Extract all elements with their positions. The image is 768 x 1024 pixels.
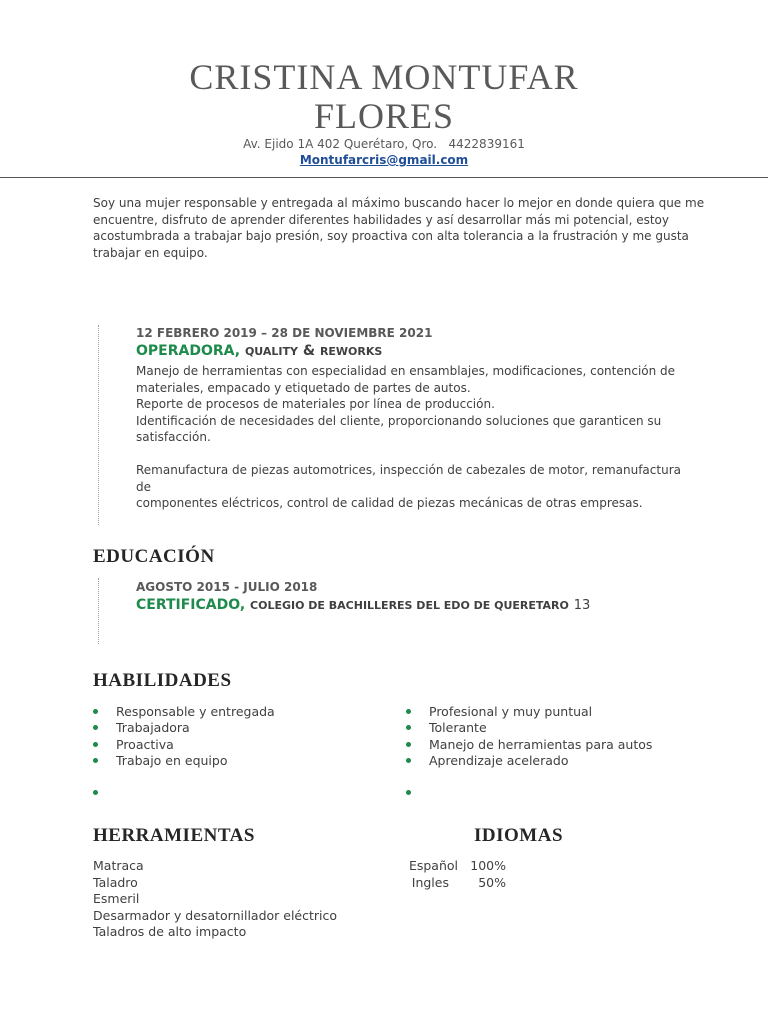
education-degree-title: CERTIFICADO,	[136, 597, 246, 613]
experience-line: Identificación de necesidades del cliente, proporcionando soluciones que garanticen su	[136, 413, 662, 428]
tools-heading: HERRAMIENTAS	[93, 825, 255, 846]
skill-item	[406, 737, 706, 753]
skill-label: Trabajadora	[116, 720, 190, 736]
bullet-icon	[406, 725, 411, 730]
header-divider	[0, 177, 768, 178]
language-level: 100%	[470, 858, 506, 873]
education-date: AGOSTO 2015 - JULIO 2018	[136, 580, 318, 594]
language-row	[405, 875, 515, 892]
education-degree	[136, 597, 590, 613]
skills-heading: HABILIDADES	[93, 670, 232, 691]
experience-role-title: OPERADORA,	[136, 343, 241, 359]
experience-line: materiales, empacado y etiquetado de partes de autos.	[136, 380, 471, 395]
bullet-icon	[406, 758, 411, 763]
language-row	[405, 858, 515, 875]
bullet-icon	[93, 725, 98, 730]
email-link[interactable]: Montufarcris@gmail.com	[299, 153, 469, 167]
experience-line: Reporte de procesos de materiales por línea de producción.	[136, 397, 495, 411]
skill-item	[93, 704, 373, 720]
skill-label: Responsable y entregada	[116, 704, 275, 719]
summary-line: trabajar en equipo.	[93, 245, 208, 260]
skill-item-empty	[406, 785, 706, 801]
experience-date: 12 FEBRERO 2019 – 28 DE NOVIEMBRE 2021	[136, 326, 433, 340]
skills-list-left	[93, 704, 373, 801]
tools-list	[93, 858, 393, 941]
experience-role	[136, 343, 382, 359]
skill-label: Manejo de herramientas para autos	[429, 736, 653, 752]
experience-company-b: REWORKS	[319, 345, 383, 358]
bullet-icon	[406, 709, 411, 714]
bullet-icon	[406, 742, 411, 747]
tool-item: Matraca	[93, 858, 144, 873]
skill-item	[406, 704, 706, 720]
skill-item	[93, 737, 373, 753]
skill-label: Proactiva	[116, 736, 174, 752]
languages-heading: IDIOMAS	[474, 825, 564, 846]
experience-description	[136, 363, 696, 512]
experience-company-a: QUALITY	[244, 345, 298, 358]
skill-item	[406, 720, 706, 736]
bullet-icon	[93, 742, 98, 747]
education-timeline-line	[98, 578, 99, 644]
skill-label: Trabajo en equipo	[116, 752, 228, 768]
bullet-icon	[93, 758, 98, 763]
experience-company-amp: &	[302, 343, 316, 359]
experience-timeline-line	[98, 325, 99, 525]
language-level: 50%	[478, 874, 506, 890]
bullet-icon	[93, 790, 98, 795]
languages-list	[405, 858, 515, 891]
summary-line: acostumbrada a trabajar bajo presión, soy proactiva con alta tolerancia a la frustración y me gusta	[93, 229, 689, 243]
skills-list-right	[406, 704, 706, 801]
summary-line: encuentre, disfruto de aprender diferentes habilidades y así desarrollar más mi potencial, estoy	[93, 212, 669, 227]
language-name: Ingles	[411, 874, 449, 890]
skill-label: Aprendizaje acelerado	[429, 752, 569, 768]
tool-item: Desarmador y desatornillador eléctrico	[93, 907, 338, 923]
experience-line: componentes eléctricos, control de calidad de piezas mecánicas de otras empresas.	[136, 496, 643, 510]
skill-label: Profesional y muy puntual	[429, 704, 593, 719]
education-school-number: 13	[573, 598, 591, 613]
tool-item: Taladro	[93, 874, 138, 890]
bullet-icon	[406, 790, 411, 795]
skill-item	[93, 720, 373, 736]
experience-line: Remanufactura de piezas automotrices, inspección de cabezales de motor, remanufactura de	[136, 463, 681, 494]
skill-item	[93, 753, 373, 769]
contact-info: Av. Ejido 1A 402 Querétaro, Qro. 4422839161	[243, 137, 525, 151]
skill-item	[406, 753, 706, 769]
experience-line: satisfacción.	[136, 430, 211, 444]
experience-line	[136, 446, 696, 463]
bullet-icon	[93, 709, 98, 714]
education-school: COLEGIO DE BACHILLERES DEL EDO DE QUERETARO	[250, 599, 569, 612]
tool-item: Taladros de alto impacto	[93, 924, 247, 939]
education-heading: EDUCACIÓN	[93, 546, 215, 567]
summary-line: Soy una mujer responsable y entregada al máximo buscando hacer lo mejor en donde quiera que me	[93, 196, 705, 210]
candidate-name-line-1: CRISTINA MONTUFAR	[189, 57, 579, 97]
summary-paragraph	[93, 195, 713, 261]
language-name: Español	[408, 858, 458, 873]
skill-label: Tolerante	[429, 720, 487, 736]
tool-item: Esmeril	[93, 891, 140, 906]
experience-line: Manejo de herramientas con especialidad en ensamblajes, modificaciones, contención de	[136, 364, 676, 378]
skill-item-empty	[93, 785, 373, 801]
candidate-name-line-2: FLORES	[313, 96, 455, 136]
